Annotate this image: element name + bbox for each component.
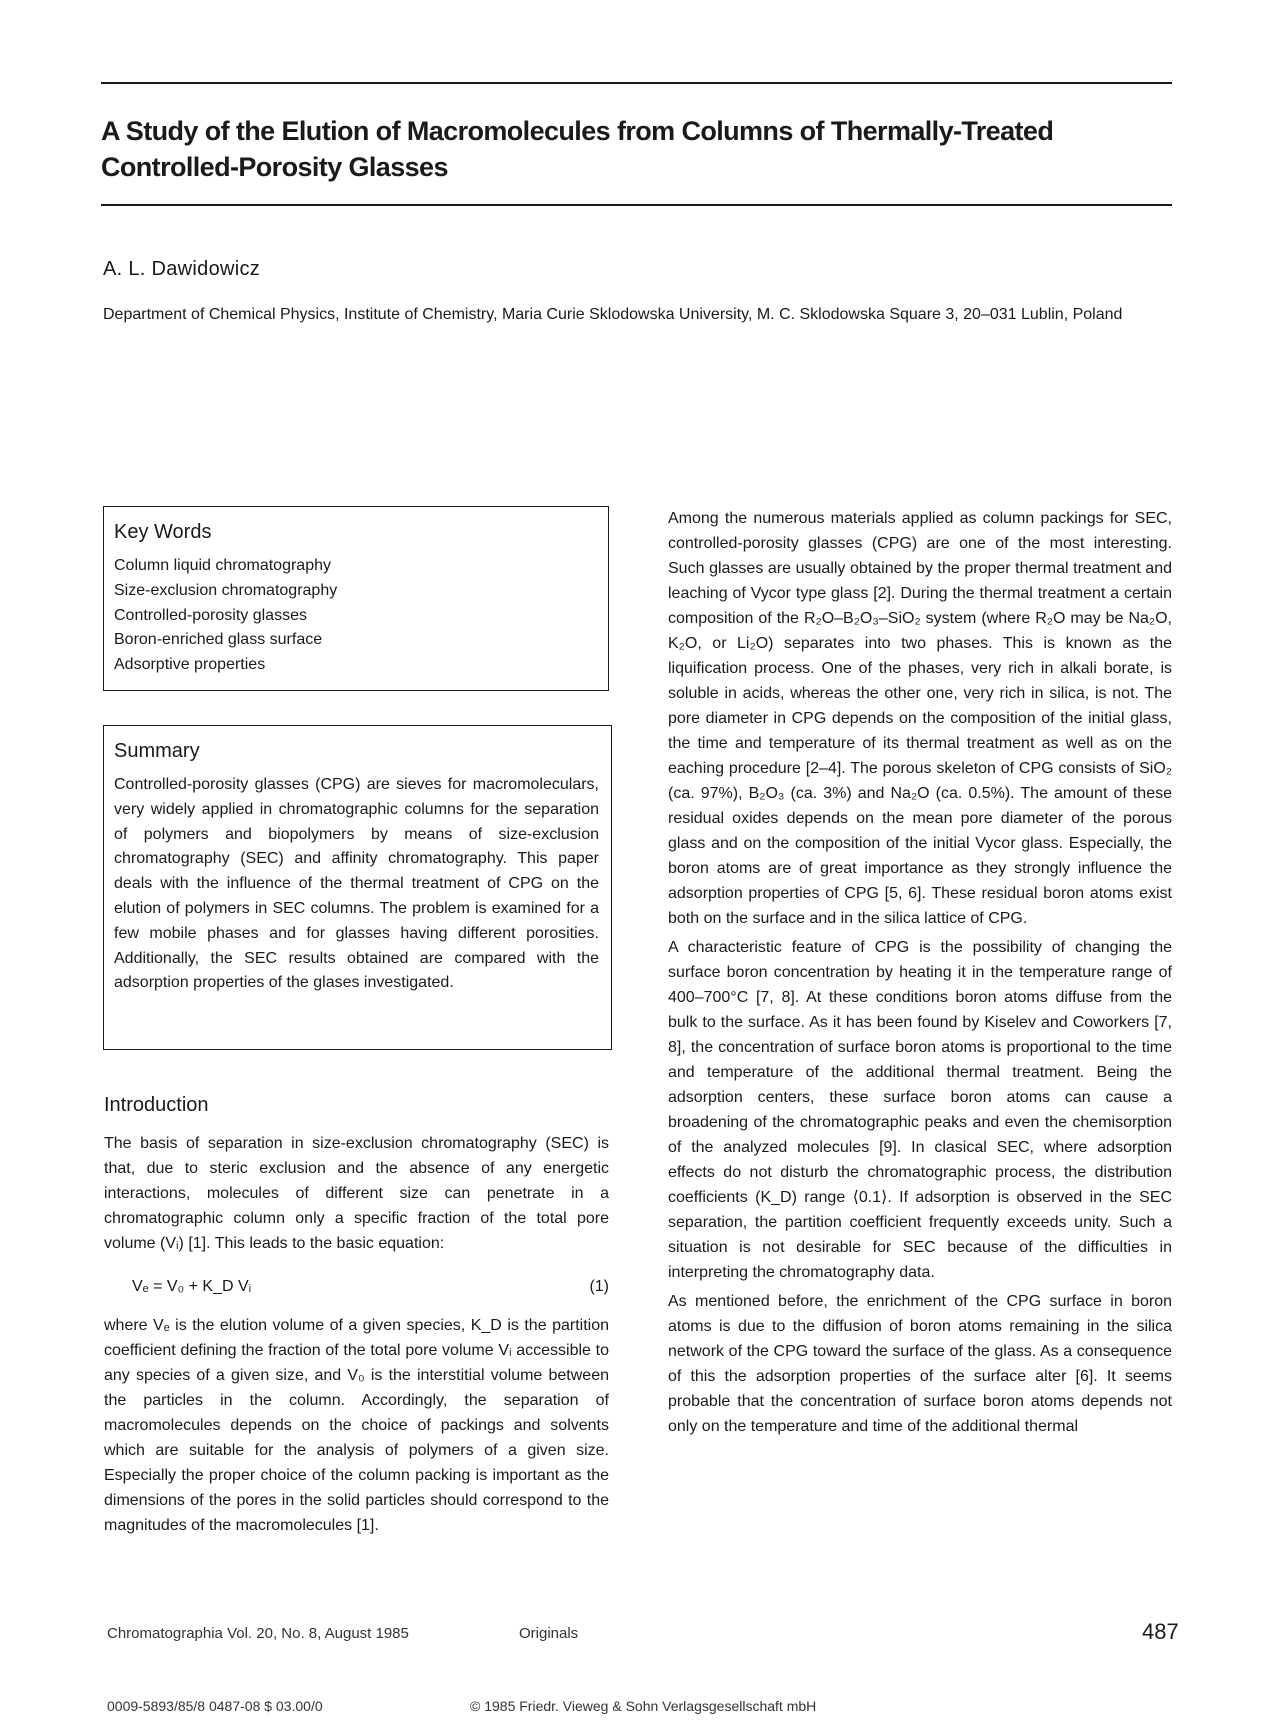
summary-text: Controlled-porosity glasses (CPG) are sieves for macromoleculars, very widely applied in chromatographic columns for the separation of polymers and biopolymers by means of size-exclusion chromatography (SEC) and affinity chromatography. This paper deals with the influence of the thermal treatment of CPG on the elution of polymers in SEC columns. The problem is examined for a few mobile phases and for glasses having different porosities. Additionally, the SEC results obtained are compared with the adsorption properties of the glases investigated. xyxy=(114,776,599,992)
title-rule-bottom xyxy=(101,204,1172,206)
keyword-item: Controlled-porosity glasses xyxy=(114,606,307,624)
author-affiliation: Department of Chemical Physics, Institute of Chemistry, Maria Curie Sklodowska University, M. C. Sklodowska Square 3, 20–031 Lublin, Poland xyxy=(103,306,1123,323)
title-rule-top xyxy=(101,82,1172,84)
introduction-section xyxy=(104,1094,609,1538)
equation-1 xyxy=(104,1274,609,1299)
footer-section: Originals xyxy=(519,1625,579,1642)
body-paragraph: Among the numerous materials applied as column packings for SEC, controlled-porosity glasses (CPG) are one of the most interesting. Such glasses are usually obtained by the proper thermal treatment and leaching of Vycor type glass [2]. During the thermal treatment a certain composition of the R₂O–B₂O₃–SiO₂ system (where R₂O may be Na₂O, K₂O, or Li₂O) separates into two phases. This is known as the liquification process. One of the phases, very rich in alkali borate, is soluble in acids, whereas the other one, very rich in silica, is not. The pore diameter in CPG depends on the composition of the initial glass, the time and temperature of its thermal treatment as well as on the eaching procedure [2–4]. The porous skeleton of CPG consists of SiO₂ (ca. 97%), B₂O₃ (ca. 3%) and Na₂O (ca. 0.5%). The amount of these residual oxides depends on the mean pore diameter of the porous glass and on the composition of the initial Vycor glass. Especially, the boron atoms are of great importance as they strongly influence the adsorption properties of CPG [5, 6]. These residual boron atoms exist both on the surface and in the silica lattice of CPG. xyxy=(668,510,1172,927)
article-title: A Study of the Elution of Macromolecules from Columns of Thermally-Treated Controlled-Porosity Glasses xyxy=(101,116,1054,182)
keywords-list xyxy=(114,554,596,678)
keywords-box xyxy=(103,506,609,691)
footer-code: 0009-5893/85/8 0487-08 $ 03.00/0 xyxy=(107,1698,323,1714)
body-paragraph: A characteristic feature of CPG is the possibility of changing the surface boron concentration by heating it in the temperature range of 400–700°C [7, 8]. At these conditions boron atoms diffuse from the bulk to the surface. As it has been found by Kiselev and Coworkers [7, 8], the concentration of surface boron atoms is proportional to the time and temperature of the additional thermal treatment. Being the adsorption centers, these surface boron atoms can cause a broadening of the chromatographic peaks and even the chemisorption of the analyzed molecules [9]. In clasical SEC, where adsorption effects do not disturb the chromatographic process, the distribution coefficients (K_D) range ⟨0.1⟩. If adsorption is observed in the SEC separation, the partition coefficient frequently exceeds unity. Such a situation is not desirable for SEC because of the difficulties in interpreting the chromatography data. xyxy=(668,939,1172,1281)
introduction-paragraph: where Vₑ is the elution volume of a given species, K_D is the partition coefficient defining the fraction of the total pore volume Vᵢ accessible to any species of a given size, and V₀ is the interstitial volume between the particles in the column. Accordingly, the separation of macromolecules depends on the choice of packings and solvents which are suitable for the analysis of polymers of a given size. Especially the proper choice of the column packing is important as the dimensions of the pores in the solid particles should correspond to the magnitudes of the macromolecules [1]. xyxy=(104,1317,609,1534)
introduction-heading: Introduction xyxy=(104,1094,209,1116)
keyword-item: Boron-enriched glass surface xyxy=(114,631,323,649)
summary-box xyxy=(103,725,612,1050)
equation-number: (1) xyxy=(589,1278,609,1295)
author-name: A. L. Dawidowicz xyxy=(103,258,261,280)
footer-copyright: © 1985 Friedr. Vieweg & Sohn Verlagsgesellschaft mbH xyxy=(470,1698,817,1714)
equation-formula: Vₑ = V₀ + K_D Vᵢ xyxy=(132,1278,252,1295)
footer-journal: Chromatographia Vol. 20, No. 8, August 1985 xyxy=(107,1625,409,1642)
keyword-item: Column liquid chromatography xyxy=(114,557,331,574)
summary-heading: Summary xyxy=(114,740,200,762)
body-paragraph: As mentioned before, the enrichment of the CPG surface in boron atoms is due to the diffusion of boron atoms remaining in the silica network of the CPG toward the surface of the glass. As a consequence of this the adsorption properties of the surface alter [6]. It seems probable that the concentration of surface boron atoms depends not only on the temperature and time of the additional thermal xyxy=(668,1293,1172,1435)
keywords-heading: Key Words xyxy=(114,521,212,543)
page-number: 487 xyxy=(1142,1619,1179,1644)
keyword-item: Size-exclusion chromatography xyxy=(114,581,338,599)
keyword-item: Adsorptive properties xyxy=(114,656,266,674)
right-column xyxy=(668,506,1172,1443)
introduction-paragraph: The basis of separation in size-exclusion chromatography (SEC) is that, due to steric exclusion and the absence of any energetic interactions, molecules of different size can penetrate in a chromatographic column only a specific fraction of the total pore volume (Vᵢ) [1]. This leads to the basic equation: xyxy=(104,1135,609,1252)
